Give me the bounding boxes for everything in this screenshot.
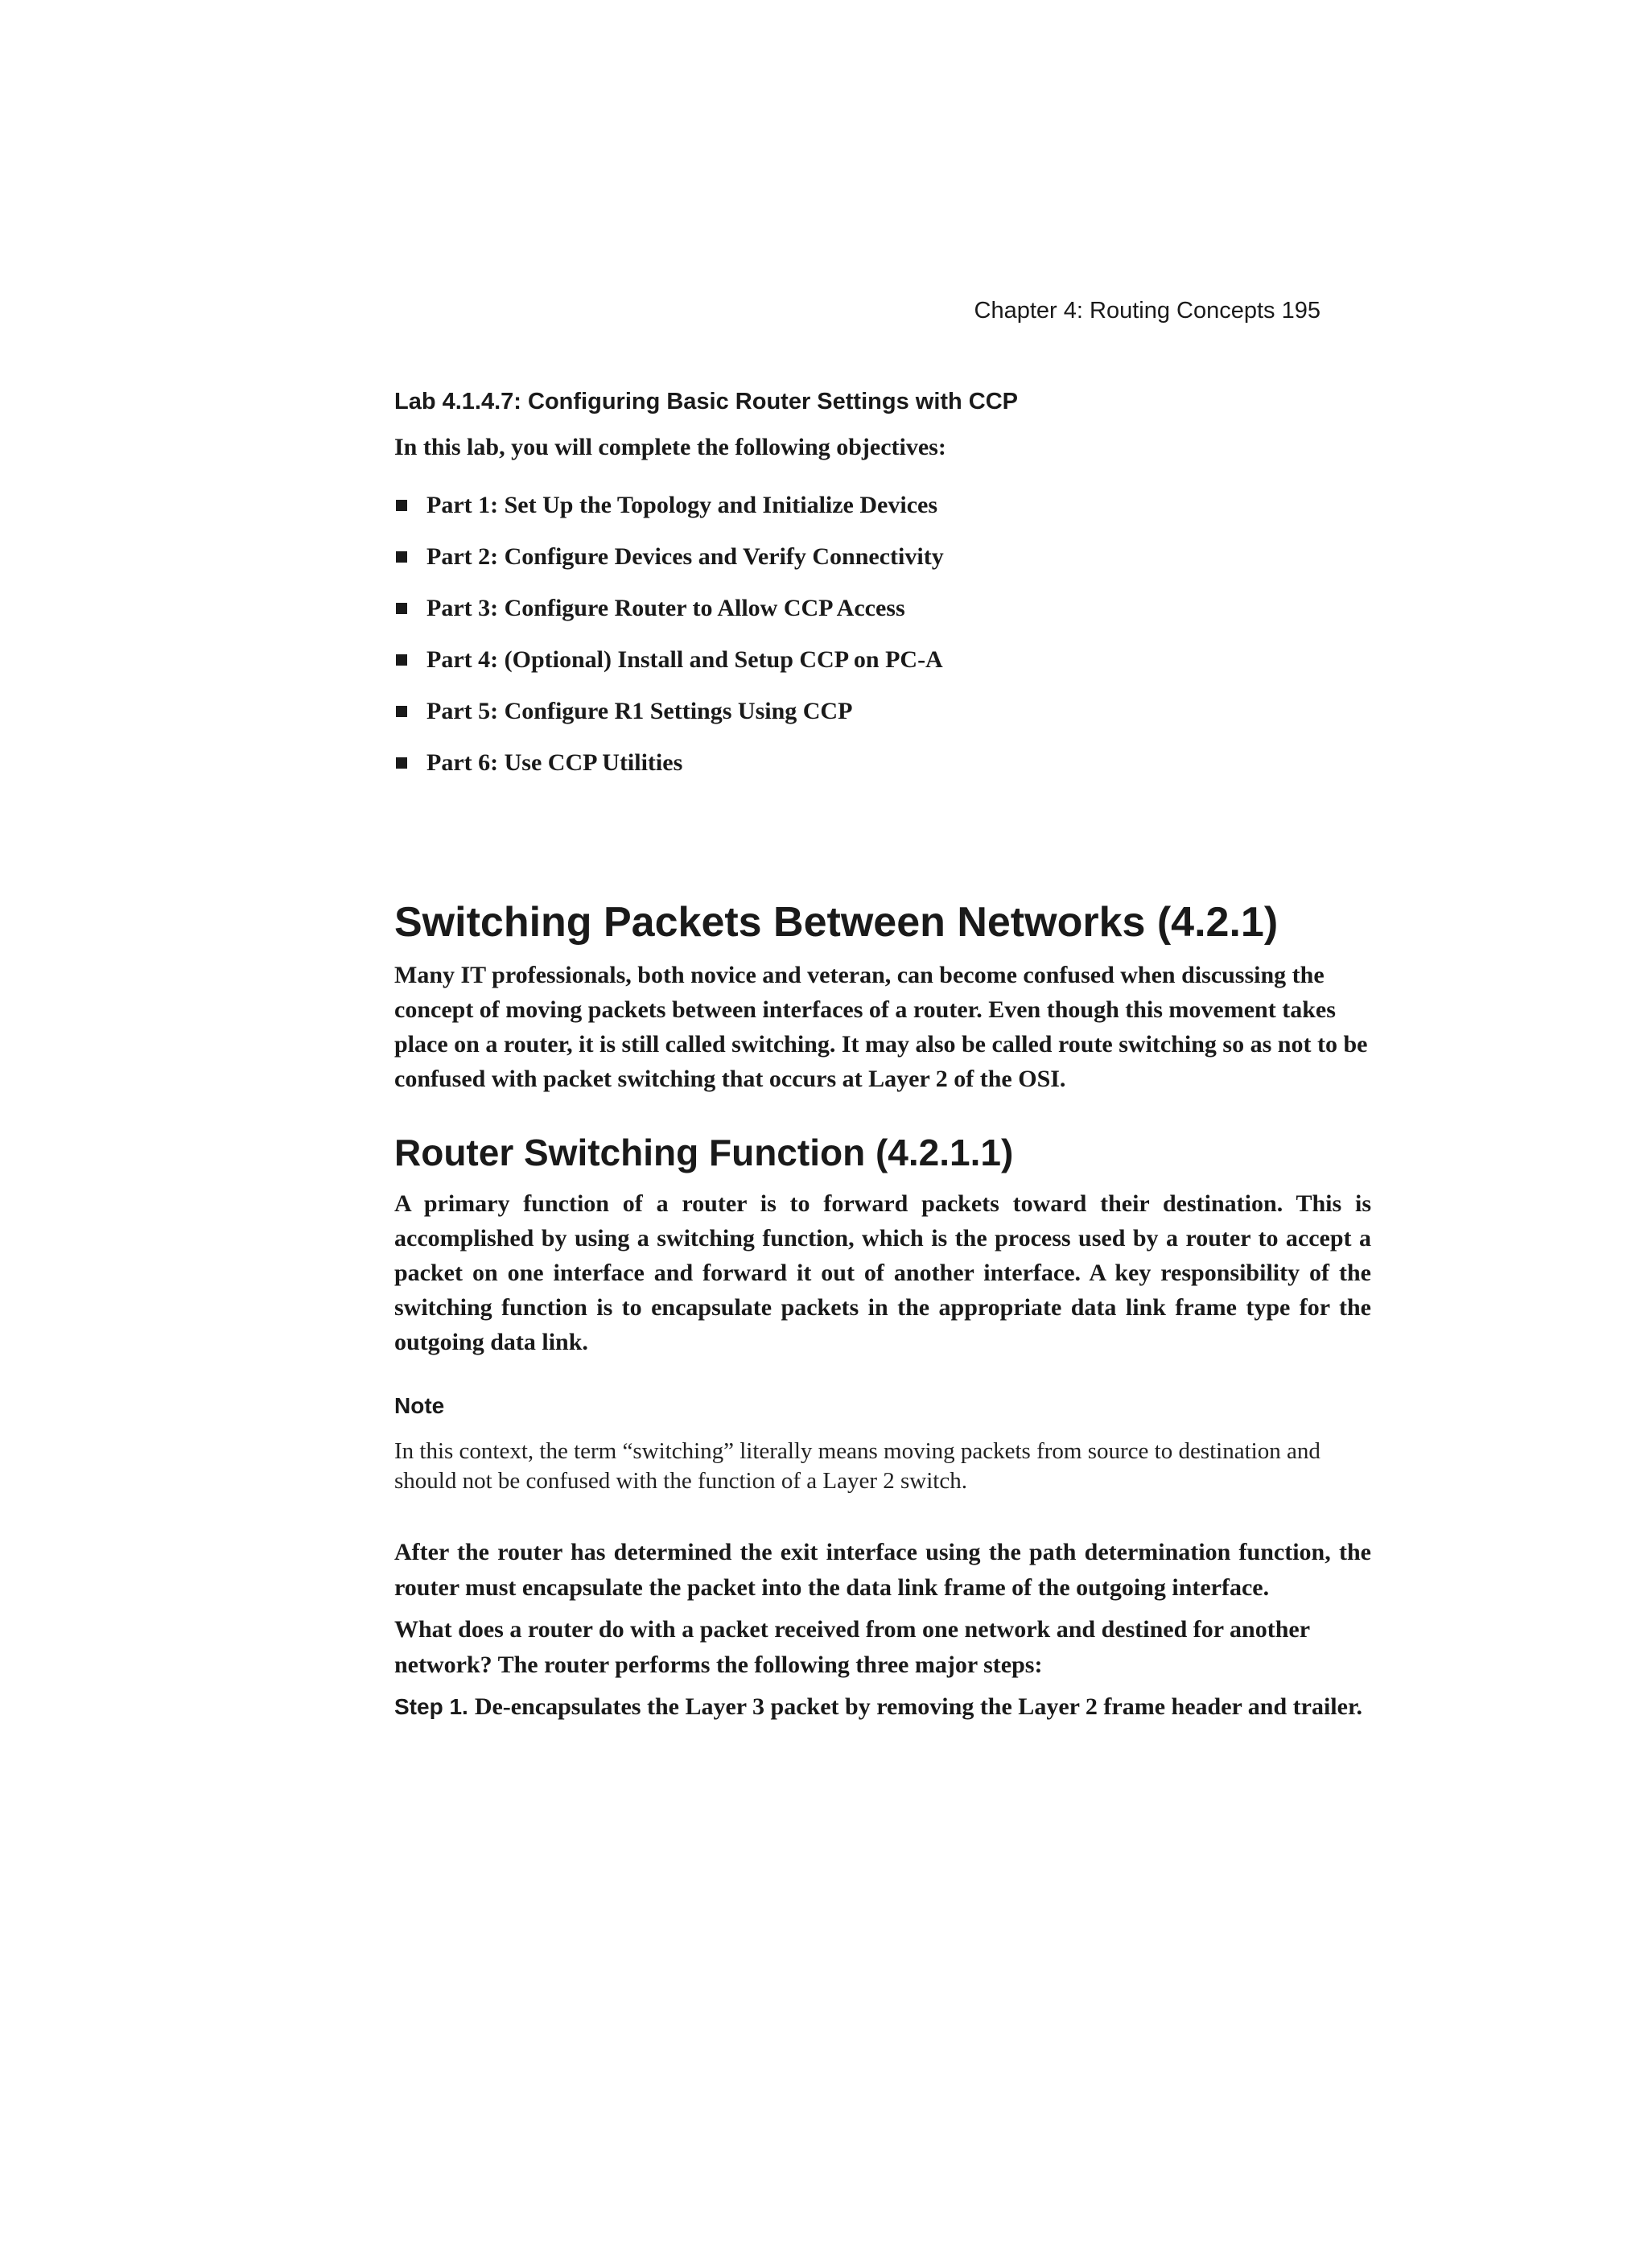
step-item: [394, 1689, 1371, 1729]
section-paragraph: Many IT professionals, both novice and veteran, can become confused when discussing the concept of moving packets between interfaces of a router. Even though this movement takes place on a router, it is still called switching. It may also be called route switching so as not to be confused with packet switching that occurs at Layer 2 of the OSI.: [394, 962, 1368, 1092]
step-label: Step 1.: [394, 1694, 468, 1719]
objective-text: Part 2: Configure Devices and Verify Connectivity: [426, 543, 944, 570]
square-bullet-icon: [396, 757, 407, 769]
square-bullet-icon: [396, 551, 407, 563]
square-bullet-icon: [396, 500, 407, 511]
section-heading: Switching Packets Between Networks (4.2.1): [394, 899, 1279, 946]
list-item: [394, 737, 1371, 789]
page-content: [394, 383, 1371, 1729]
list-item: [394, 583, 1371, 634]
running-head: Chapter 4: Routing Concepts 195: [974, 298, 1320, 324]
list-item: [394, 531, 1371, 583]
objective-text: Part 3: Configure Router to Allow CCP Access: [426, 595, 905, 621]
lab-intro: In this lab, you will complete the following objectives:: [394, 434, 946, 460]
objective-text: Part 4: (Optional) Install and Setup CCP on PC-A: [426, 646, 943, 673]
objectives-list: [394, 480, 1371, 789]
objective-text: Part 1: Set Up the Topology and Initialize Devices: [426, 492, 937, 518]
step-text: De-encapsulates the Layer 3 packet by removing the Layer 2 frame header and trailer.: [474, 1693, 1363, 1720]
lab-title: Lab 4.1.4.7: Configuring Basic Router Settings with CCP: [394, 389, 1019, 414]
subsection-heading: Router Switching Function (4.2.1.1): [394, 1132, 1014, 1173]
after-paragraph: After the router has determined the exit interface using the path determination function, the router must encapsulate the packet into the data link frame of the outgoing interface.: [394, 1539, 1371, 1601]
objective-text: Part 6: Use CCP Utilities: [426, 749, 683, 776]
square-bullet-icon: [396, 654, 407, 666]
square-bullet-icon: [396, 706, 407, 717]
list-item: [394, 634, 1371, 686]
note-text: In this context, the term “switching” literally means moving packets from source to destination and should not be confused with the function of a Layer 2 switch.: [394, 1438, 1320, 1494]
question-paragraph: What does a router do with a packet received from one network and destined for another network? The router performs the following three major steps:: [394, 1616, 1310, 1678]
list-item: [394, 480, 1371, 531]
square-bullet-icon: [396, 603, 407, 614]
list-item: [394, 686, 1371, 737]
subsection-paragraph: A primary function of a router is to forward packets toward their destination. This is accomplished by using a switching function, which is the process used by a router to accept a packet on one interface and forward it out of another interface. A key responsibility of the switching function is to encapsulate packets in the appropriate data link frame type for the outgoing data link.: [394, 1190, 1371, 1355]
note-label: Note: [394, 1393, 445, 1418]
objective-text: Part 5: Configure R1 Settings Using CCP: [426, 698, 853, 724]
